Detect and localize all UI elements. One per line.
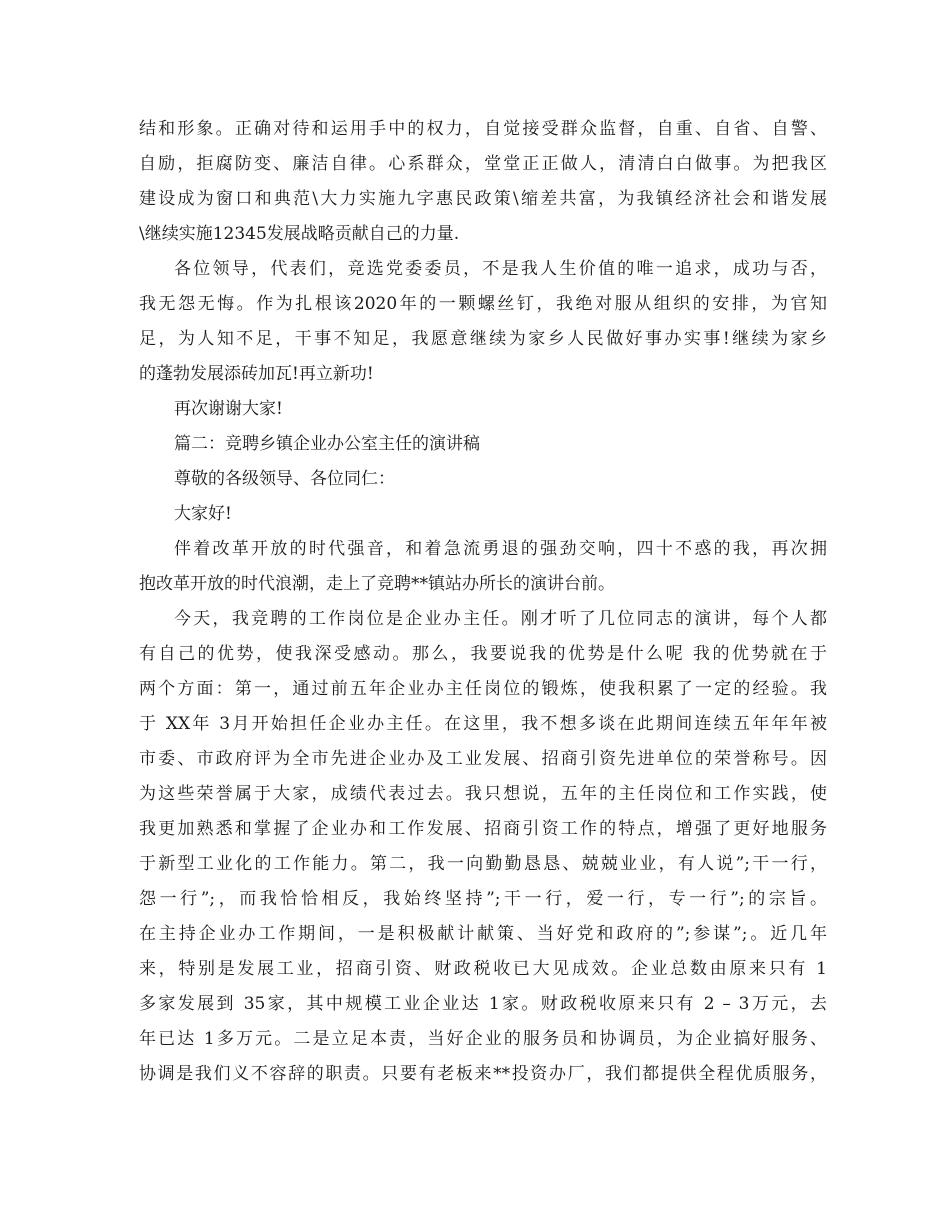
text-line: 为这些荣誉属于大家，成绩代表过去。我只想说，五年的主任岗位和工作实践，使 — [139, 784, 827, 804]
text-line: 年已达 1多万元。二是立足本责，当好企业的服务员和协调员，为企业搞好服务、 — [139, 1029, 827, 1049]
text-line: 足，为人知不足，干事不知足，我愿意继续为家乡人民做好事办实事!继续为家乡 — [139, 329, 827, 349]
text-line: \继续实施12345发展战略贡献自己的力量. — [139, 224, 460, 244]
text-line: 大家好! — [174, 504, 232, 524]
text-line: 有自己的优势，使我深受感动。那么，我要说我的优势是什么呢 我的优势就在于 — [139, 644, 827, 664]
text-line: 再次谢谢大家! — [174, 399, 283, 419]
text-line: 我无怨无悔。作为扎根该2020年的一颗螺丝钉，我绝对服从组织的安排，为官知 — [139, 294, 827, 314]
text-line: 来，特别是发展工业，招商引资、财政税收已大见成效。企业总数由原来只有 1 — [139, 959, 827, 979]
text-line: 在主持企业办工作期间，一是积极献计献策、当好党和政府的”;参谋”;。近几年 — [139, 924, 827, 944]
text-line: 两个方面：第一，通过前五年企业办主任岗位的锻炼，使我积累了一定的经验。我 — [139, 679, 827, 699]
text-line: 于新型工业化的工作能力。第二，我一向勤勤恳恳、兢兢业业，有人说”;干一行， — [139, 854, 827, 874]
text-line: 今天，我竞聘的工作岗位是企业办主任。刚才听了几位同志的演讲，每个人都 — [174, 609, 827, 629]
text-line: 建设成为窗口和典范\大力实施九字惠民政策\缩差共富，为我镇经济社会和谐发展 — [139, 189, 827, 209]
document-body — [139, 112, 827, 1092]
text-line: 尊敬的各级领导、各位同仁： — [174, 469, 395, 489]
text-line: 多家发展到 35家，其中规模工业企业达 1家。财政税收原来只有 2 – 3万元，去 — [139, 994, 827, 1014]
text-line: 自励，拒腐防变、廉洁自律。心系群众，堂堂正正做人，清清白白做事。为把我区 — [139, 154, 827, 174]
text-line: 我更加熟悉和掌握了企业办和工作发展、招商引资工作的特点，增强了更好地服务 — [139, 819, 827, 839]
text-line: 于 XX年 3月开始担任企业办主任。在这里，我不想多谈在此期间连续五年年年被 — [139, 714, 827, 734]
text-line: 怨一行”;，而我恰恰相反，我始终坚持”;干一行，爱一行，专一行”;的宗旨。 — [139, 889, 827, 909]
text-line: 结和形象。正确对待和运用手中的权力，自觉接受群众监督，自重、自省、自警、 — [139, 119, 827, 139]
text-line: 协调是我们义不容辞的职责。只要有老板来**投资办厂，我们都提供全程优质服务， — [139, 1064, 827, 1084]
text-line: 市委、市政府评为全市先进企业办及工业发展、招商引资先进单位的荣誉称号。因 — [139, 749, 827, 769]
text-line: 篇二：竞聘乡镇企业办公室主任的演讲稿 — [174, 434, 480, 454]
text-line: 伴着改革开放的时代强音，和着急流勇退的强劲交响，四十不惑的我，再次拥 — [174, 539, 827, 559]
text-line: 各位领导，代表们，竞选党委委员，不是我人生价值的唯一追求，成功与否， — [174, 259, 827, 279]
text-line: 的蓬勃发展添砖加瓦!再立新功! — [139, 364, 374, 384]
text-line: 抱改革开放的时代浪潮，走上了竞聘**镇站办所长的演讲台前。 — [139, 574, 615, 594]
